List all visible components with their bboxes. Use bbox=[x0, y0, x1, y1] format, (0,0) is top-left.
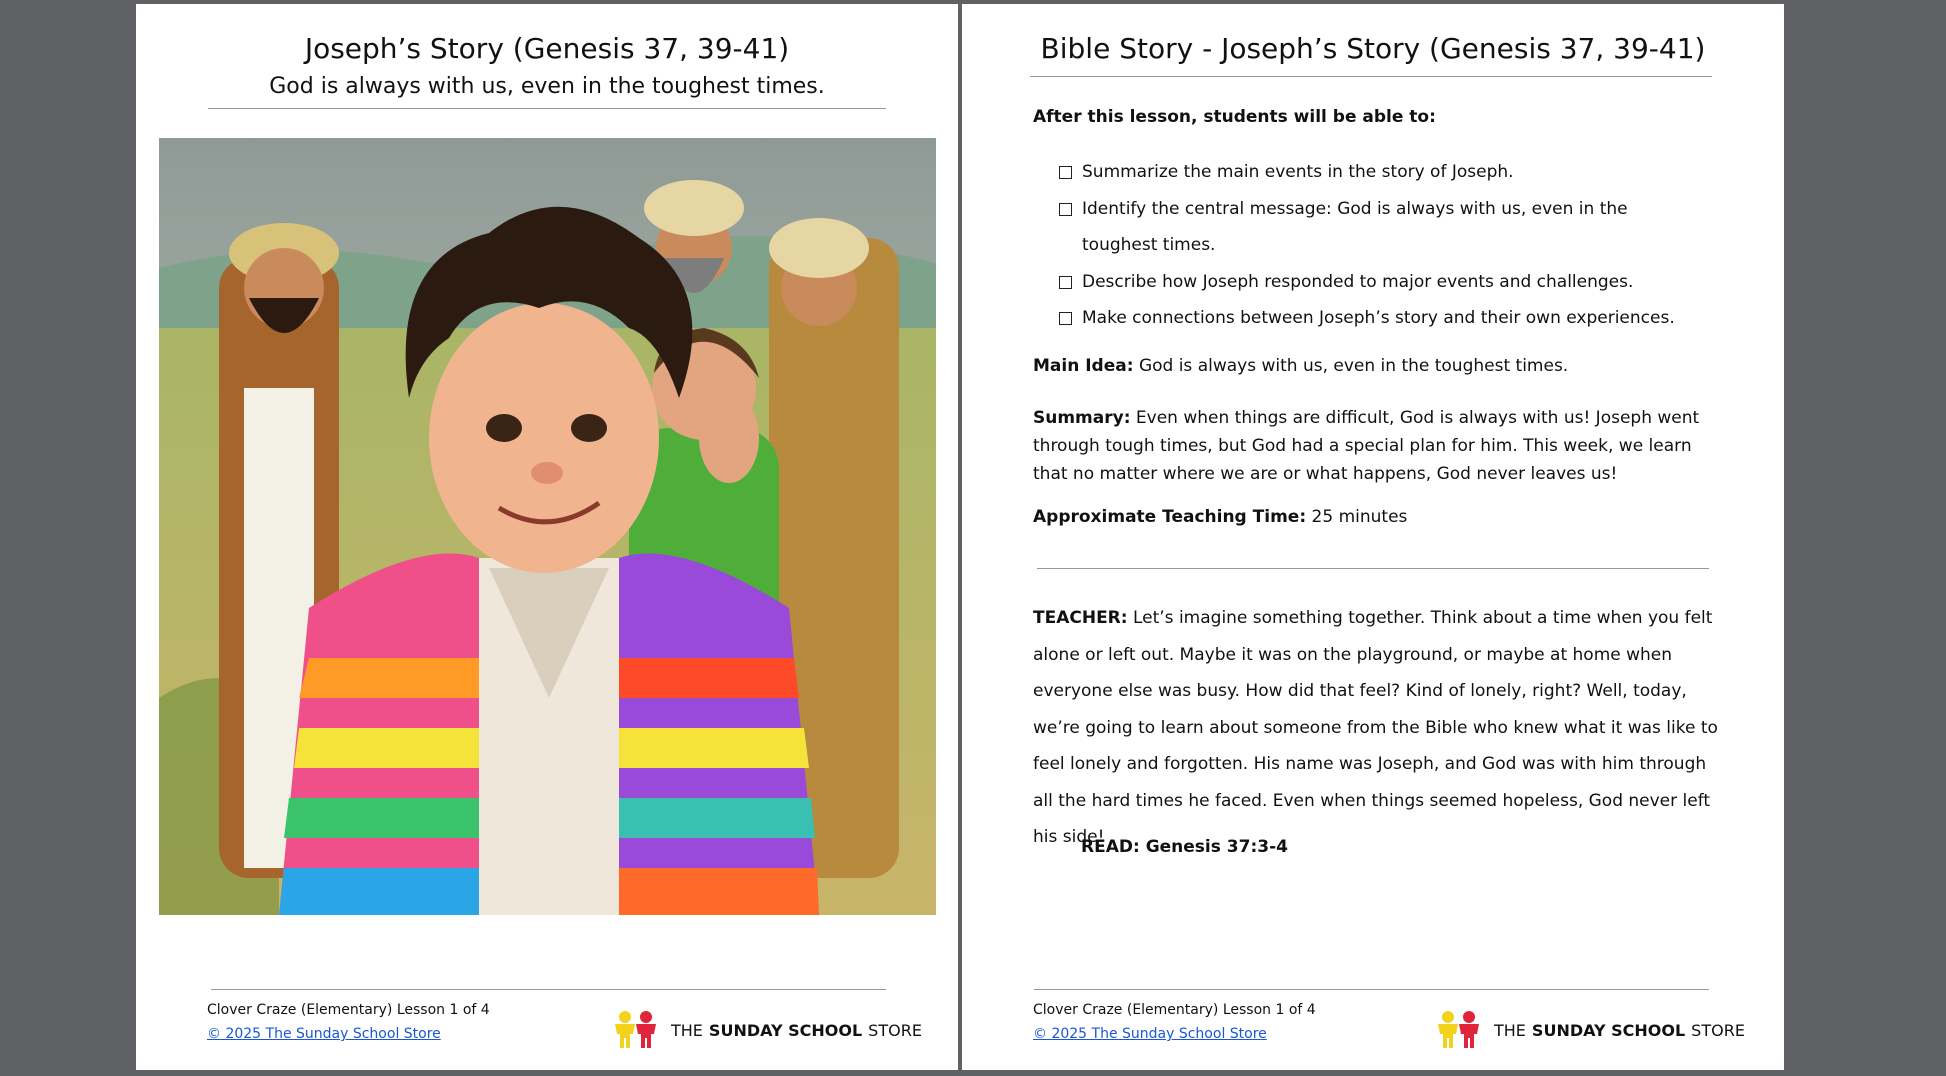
footer-divider bbox=[1034, 989, 1709, 990]
copyright-link[interactable]: © 2025 The Sunday School Store bbox=[1033, 1026, 1267, 1042]
section-divider bbox=[1037, 568, 1709, 569]
objective-item bbox=[1059, 191, 1699, 264]
logo-text-suffix: STORE bbox=[868, 1020, 922, 1040]
checkbox[interactable] bbox=[1059, 312, 1072, 325]
logo-figures-icon bbox=[1432, 1010, 1488, 1050]
sunday-school-store-logo[interactable] bbox=[1432, 1010, 1745, 1050]
objective-text: Describe how Joseph responded to major events and challenges. bbox=[1082, 271, 1634, 292]
footer-lesson-info: Clover Craze (Elementary) Lesson 1 of 4 bbox=[207, 1002, 490, 1018]
main-idea-text: God is always with us, even in the toughest times. bbox=[1138, 356, 1569, 376]
left-page bbox=[136, 4, 958, 1070]
copyright-link[interactable]: © 2025 The Sunday School Store bbox=[207, 1026, 441, 1042]
checkbox[interactable] bbox=[1059, 203, 1072, 216]
summary bbox=[1033, 404, 1723, 488]
objective-item bbox=[1059, 300, 1699, 337]
page-title: Bible Story - Joseph’s Story (Genesis 37, 39-41) bbox=[1040, 32, 1706, 65]
teacher-label: TEACHER: bbox=[1033, 608, 1128, 628]
title-divider bbox=[1030, 76, 1712, 77]
teacher-text: Let’s imagine something together. Think about a time when you felt alone or left out. Maybe it was on the playground, or maybe at home when everyone else was busy. How did that feel? Kind of lonely, right? Well, today, we’re going to learn about someone from the Bible who knew what it was like to feel lonely and forgotten. His name was Joseph, and God was with him through all the hard times he faced. Even when things seemed hopeless, God never left his side! bbox=[1033, 608, 1718, 847]
page-title: Joseph’s Story (Genesis 37, 39-41) bbox=[304, 32, 790, 65]
objective-text: Identify the central message: God is always with us, even in the toughest times. bbox=[1082, 198, 1628, 255]
footer-divider bbox=[211, 989, 886, 990]
objective-text: Summarize the main events in the story of Joseph. bbox=[1082, 162, 1514, 182]
logo-text-suffix: STORE bbox=[1691, 1020, 1745, 1040]
footer-lesson-info: Clover Craze (Elementary) Lesson 1 of 4 bbox=[1033, 1002, 1316, 1018]
summary-label: Summary: bbox=[1033, 408, 1131, 428]
main-idea bbox=[1033, 352, 1723, 380]
right-page bbox=[962, 4, 1784, 1070]
objectives-list bbox=[1059, 154, 1699, 337]
sunday-school-store-logo[interactable] bbox=[609, 1010, 922, 1050]
read-reference: READ: Genesis 37:3-4 bbox=[1081, 837, 1288, 857]
logo-text-prefix: THE bbox=[671, 1020, 703, 1040]
logo-figures-icon bbox=[609, 1010, 665, 1050]
main-idea-label: Main Idea: bbox=[1033, 356, 1134, 376]
checkbox[interactable] bbox=[1059, 166, 1072, 179]
objectives-heading: After this lesson, students will be able to: bbox=[1033, 107, 1436, 127]
logo-text-prefix: THE bbox=[1494, 1020, 1526, 1040]
joseph-illustration bbox=[159, 138, 936, 915]
objective-item bbox=[1059, 264, 1699, 301]
summary-text: Even when things are difficult, God is always with us! Joseph went through tough times, but God had a special plan for him. This week, we learn that no matter where we are or what happens, God never leaves us! bbox=[1033, 408, 1700, 484]
checkbox[interactable] bbox=[1059, 276, 1072, 289]
teaching-time bbox=[1033, 503, 1723, 531]
objective-text: Make connections between Joseph’s story and their own experiences. bbox=[1082, 308, 1675, 328]
teaching-time-value: 25 minutes bbox=[1311, 507, 1408, 527]
page-subtitle: God is always with us, even in the toughest times. bbox=[269, 74, 825, 99]
title-divider bbox=[208, 108, 886, 109]
logo-text-strong: SUNDAY SCHOOL bbox=[708, 1020, 863, 1040]
logo-text-strong: SUNDAY SCHOOL bbox=[1531, 1020, 1686, 1040]
teaching-time-label: Approximate Teaching Time: bbox=[1033, 507, 1307, 527]
teacher-script bbox=[1033, 600, 1723, 856]
objective-item bbox=[1059, 154, 1699, 191]
